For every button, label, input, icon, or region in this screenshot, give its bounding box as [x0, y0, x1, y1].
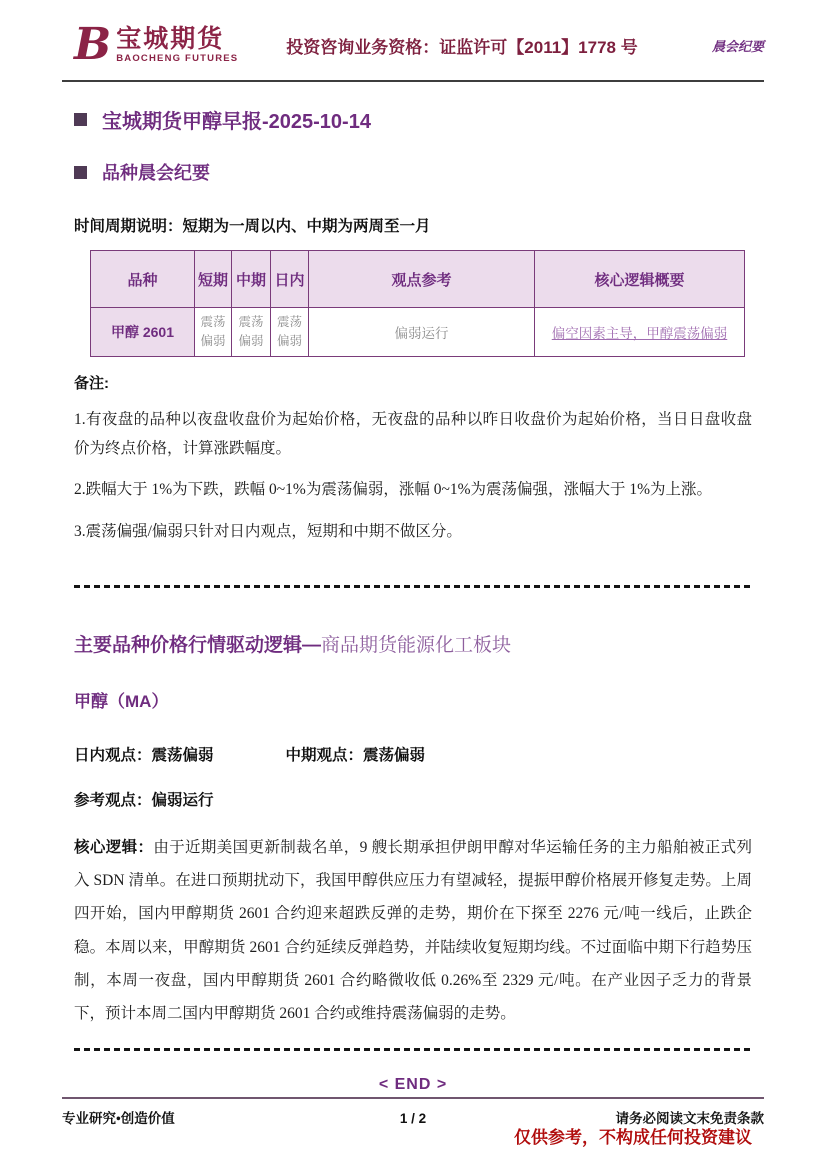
driver-heading-main: 主要品种价格行情驱动逻辑— — [74, 634, 322, 656]
core-logic-text: 由于近期美国更新制裁名单，9 艘长期承担伊朗甲醇对华运输任务的主力船舶被正式列入 SDN 清单。在进口预期扰动下，我国甲醇供应压力有望减轻，提振甲醇价格展开修复走势。上周四开始，国内甲醇期货 2601 合约迎来超跌反弹的走势，期价在下探至 2276 元/吨一线后，止跌企稳。本周以来，甲醇期货 2601 合约延续反弹趋势，并陆续收复短期均线。不过面临中期下行趋势压制，本周一夜盘，国内甲醇期货 2601 合约略微收低 0.26%至 2329 元/吨。在产业因子乏力的背景下，预计本周二国内甲醇期货 2601 合约或维持震荡偏弱的走势。 — [74, 838, 752, 1023]
briefing-heading: 品种晨会纪要 — [102, 163, 210, 183]
col-header-short: 短期 — [195, 251, 232, 308]
driver-heading-sub: 商品期货能源化工板块 — [321, 634, 512, 656]
square-bullet-icon — [74, 166, 87, 179]
dashed-divider — [74, 1048, 752, 1051]
mid-term-cell: 震荡偏弱 — [232, 308, 271, 357]
col-header-view: 观点参考 — [309, 251, 535, 308]
core-logic-label: 核心逻辑： — [74, 838, 154, 856]
col-header-logic: 核心逻辑概要 — [535, 251, 745, 308]
baocheng-logo — [74, 19, 256, 70]
page-header — [0, 0, 826, 80]
view-summary-line — [74, 743, 752, 765]
note-3: 3.震荡偏强/偏弱只针对日内观点，短期和中期不做区分。 — [74, 523, 462, 541]
doc-type-label: 晨会纪要 — [711, 38, 764, 54]
reference-view: 参考观点：偏弱运行 — [74, 791, 214, 809]
note-1: 1.有夜盘的品种以夜盘收盘价为起始价格，无夜盘的品种以昨日收盘价为起始价格，当日日盘收盘价为终点价格，计算涨跌幅度。 — [74, 411, 752, 457]
square-bullet-icon — [74, 113, 87, 126]
logo-b-icon: B — [74, 19, 112, 70]
dashed-divider — [74, 585, 752, 588]
page-footer — [62, 1097, 764, 1127]
intraday-cell: 震荡偏弱 — [271, 308, 309, 357]
briefing-table — [90, 250, 745, 357]
logic-summary-link[interactable]: 偏空因素主导，甲醇震荡偏弱 — [551, 325, 728, 341]
brand-name-cn: 宝城期货 — [116, 25, 225, 53]
table-header-row — [91, 251, 745, 308]
footer-slogan: 专业研究•创造价值 — [62, 1111, 175, 1126]
short-term-cell: 震荡偏弱 — [195, 308, 232, 357]
report-title-row — [74, 105, 752, 134]
mid-term-view: 中期观点：震荡偏弱 — [285, 746, 426, 764]
col-header-mid: 中期 — [232, 251, 271, 308]
logic-summary-cell — [535, 308, 745, 357]
logo-text — [116, 26, 238, 64]
driver-section-heading — [74, 630, 752, 657]
briefing-heading-row — [74, 159, 752, 185]
core-logic-paragraph — [74, 831, 752, 1031]
footer-disclaimer-note: 请务必阅读文末免责条款 — [615, 1111, 764, 1126]
qualification-text: 投资咨询业务资格：证监许可【2011】1778 号 — [286, 37, 638, 57]
report-title: 宝城期货甲醇早报-2025-10-14 — [102, 111, 371, 133]
note-2: 2.跌幅大于 1%为下跌，跌幅 0~1%为震荡偏弱，涨幅 0~1%为震荡偏强，涨幅大于 1%为上涨。 — [74, 481, 713, 499]
header-divider — [62, 80, 764, 82]
notes-label: 备注: — [74, 375, 109, 392]
intraday-view: 日内观点：震荡偏弱 — [74, 746, 214, 764]
page-number: 1 / 2 — [399, 1111, 427, 1126]
period-note: 时间周期说明：短期为一周以内、中期为两周至一月 — [74, 218, 431, 235]
disclaimer-text: 仅供参考，不构成任何投资建议 — [514, 1127, 752, 1147]
view-cell: 偏弱运行 — [309, 308, 535, 357]
variety-title: 甲醇（MA） — [74, 691, 169, 711]
end-marker: < END > — [378, 1075, 448, 1093]
col-header-variety: 品种 — [91, 251, 195, 308]
table-row — [91, 308, 745, 357]
col-header-intraday: 日内 — [271, 251, 309, 308]
variety-cell: 甲醇 2601 — [91, 308, 195, 357]
brand-name-en: BAOCHENG FUTURES — [116, 53, 239, 64]
